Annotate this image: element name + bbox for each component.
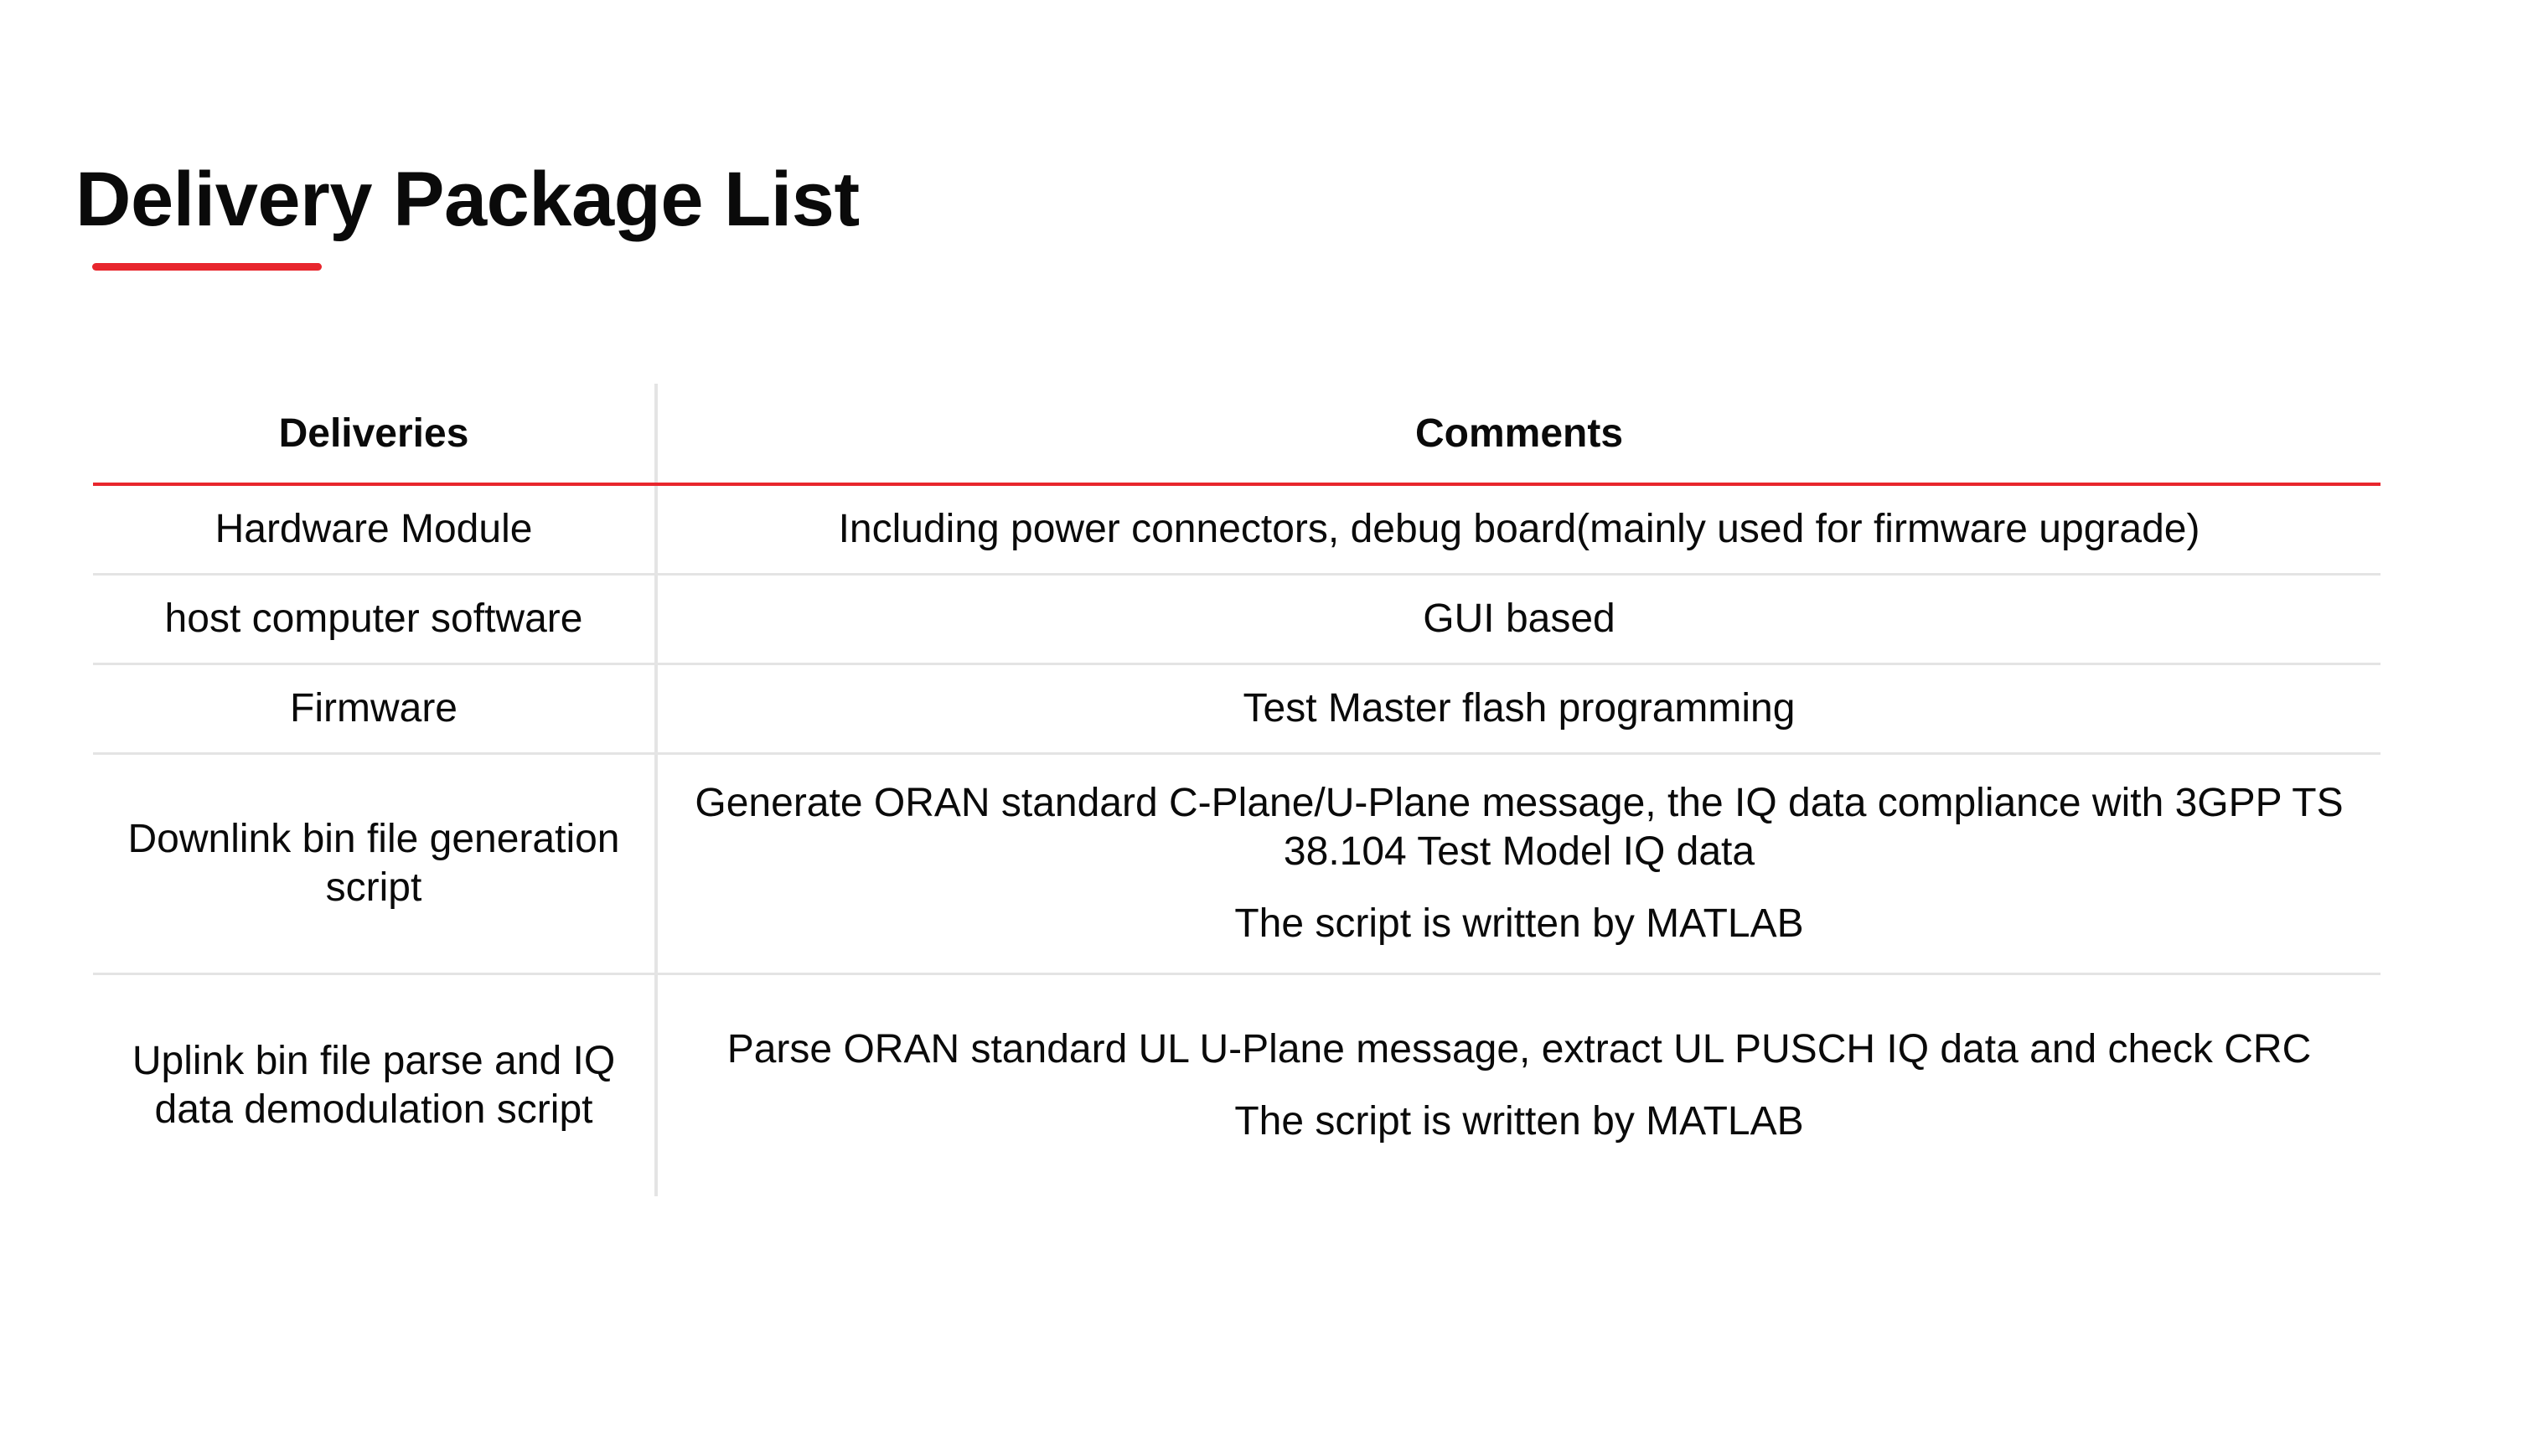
- delivery-cell: Uplink bin file parse and IQ data demodulation script: [93, 974, 656, 1197]
- column-header-comments: Comments: [656, 384, 2381, 484]
- table-row: [93, 664, 2381, 754]
- table-row: [93, 575, 2381, 664]
- delivery-cell: Hardware Module: [93, 484, 656, 575]
- title-underline: [92, 263, 322, 271]
- comments-cell: [656, 575, 2381, 664]
- table-row: [93, 974, 2381, 1197]
- comment-text: Including power connectors, debug board(mainly used for firmware upgrade): [838, 507, 2200, 551]
- delivery-cell: Firmware: [93, 664, 656, 754]
- table-header-row: [93, 384, 2381, 484]
- comments-cell: [656, 754, 2381, 974]
- comment-text: GUI based: [1423, 596, 1615, 641]
- comment-text: Test Master flash programming: [1243, 686, 1796, 731]
- comments-cell: [656, 484, 2381, 575]
- comments-cell: [656, 974, 2381, 1197]
- column-header-deliveries: Deliveries: [93, 384, 656, 484]
- comment-text: Generate ORAN standard C-Plane/U-Plane message, the IQ data compliance with 3GPP TS 38.104 Test Model IQ data: [695, 781, 2344, 874]
- comment-text: Parse ORAN standard UL U-Plane message, extract UL PUSCH IQ data and check CRC: [726, 1027, 2312, 1071]
- page-title: Delivery Package List: [75, 157, 860, 242]
- delivery-cell: Downlink bin file generation script: [93, 754, 656, 974]
- table-row: [93, 754, 2381, 974]
- table-row: [93, 484, 2381, 575]
- comments-cell: [656, 664, 2381, 754]
- delivery-package-table: [93, 384, 2381, 1196]
- comment-text: The script is written by MATLAB: [1234, 1099, 1804, 1144]
- comment-text: The script is written by MATLAB: [1234, 901, 1804, 946]
- delivery-cell: host computer software: [93, 575, 656, 664]
